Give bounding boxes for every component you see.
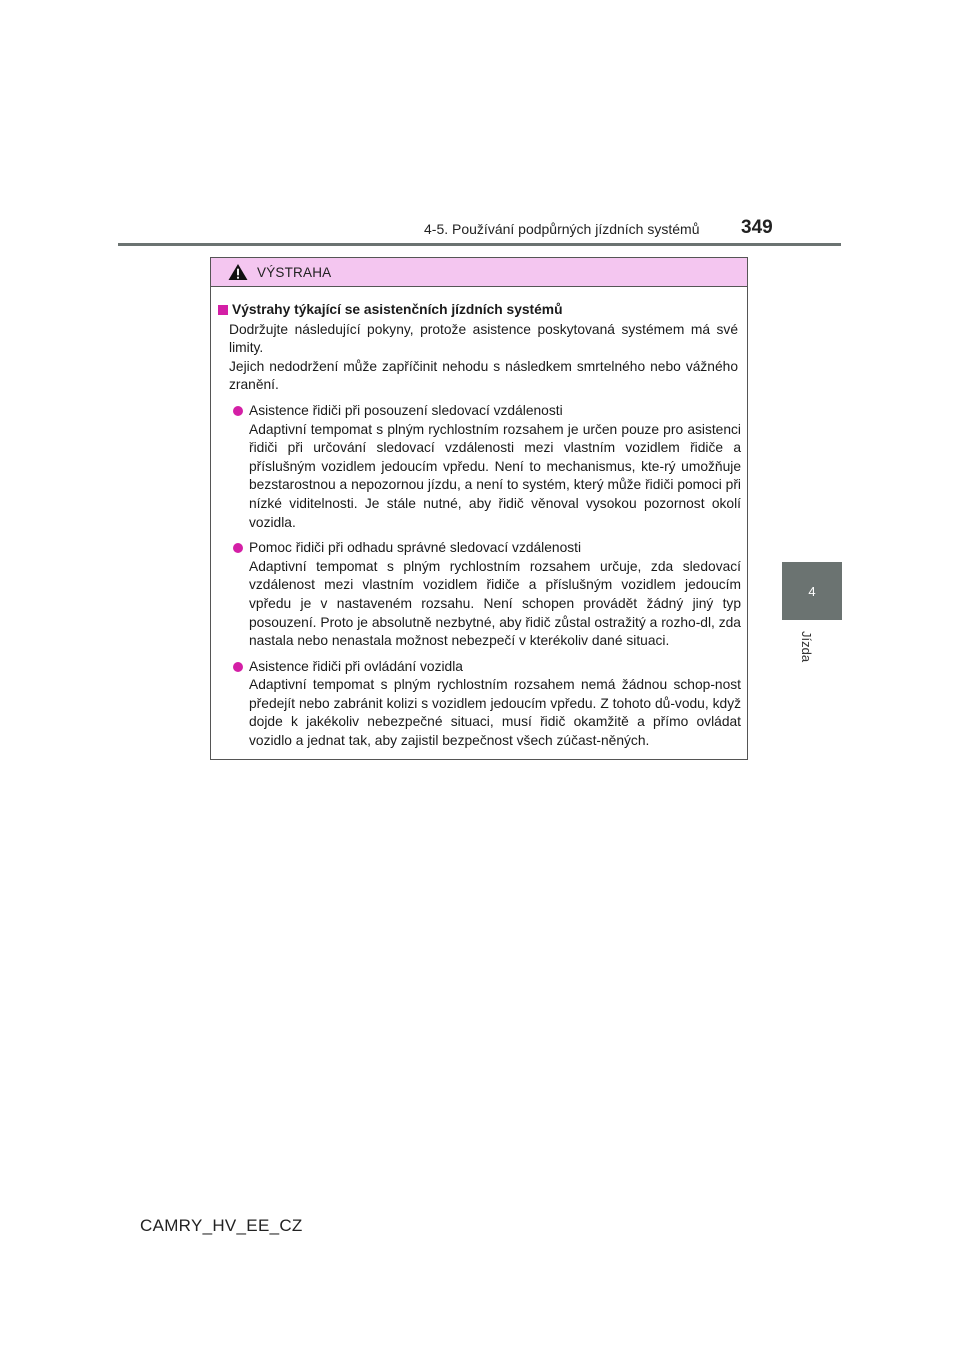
circle-bullet-icon (233, 543, 243, 553)
page-number: 349 (741, 217, 773, 238)
warning-body (211, 287, 747, 751)
intro-paragraph-2: Jejich nedodržení může zapříčinit nehodu s následkem smrtelného nebo vážného zranění. (229, 358, 738, 393)
list-item-text: Adaptivní tempomat s plným rychlostním rozsahem nemá žádnou schop-nost předejít nebo zabránit kolizi s vozidlem jedoucím vpředu. Z tohoto dů-vodu, když dojde k jakékoliv nebezpečné situaci, musí řidič okamžitě a přímo ovládat vozidlo a jednat tak, aby zajistil bezpečnost všech zúčast-něných. (249, 677, 741, 749)
section-heading-text: Výstrahy týkající se asistenčních jízdních systémů (232, 302, 563, 317)
header-divider (118, 243, 841, 246)
chapter-tab[interactable] (782, 562, 842, 620)
document-code: CAMRY_HV_EE_CZ (140, 1216, 303, 1235)
list-item-title: Asistence řidiči při ovládání vozidla (249, 658, 463, 674)
warning-label: VÝSTRAHA (257, 264, 332, 280)
chapter-number: 4 (808, 583, 816, 599)
warning-triangle-icon (227, 263, 249, 281)
circle-bullet-icon (233, 662, 243, 672)
list-item-text: Adaptivní tempomat s plným rychlostním rozsahem určuje, zda sledovací vzdálenost mezi vlastním vozidlem řidiče a příslušným vozidlem jedoucím vpředu je v nastaveném rozsahu. Není schopen provádět žádný jiný typ posouzení. Proto je absolutně nezbytné, aby řidič zůstal ostražitý a rozho-dl, zda nastala nebo nenastala možnost nebezpečí v kterékoliv dané situaci. (249, 558, 741, 649)
list-item-title: Pomoc řidiči při odhadu správné sledovací vzdálenosti (249, 540, 582, 556)
list-item (217, 658, 741, 751)
list-item (217, 539, 741, 651)
square-bullet-icon (218, 305, 228, 315)
warning-header (211, 258, 747, 287)
list-item (217, 402, 741, 532)
intro-paragraph-1: Dodržujte následující pokyny, protože asistence poskytovaná systémem má své limity. (229, 321, 738, 356)
warning-box (210, 257, 748, 760)
page-header-title: 4-5. Používání podpůrných jízdních systémů (424, 221, 700, 237)
circle-bullet-icon (233, 406, 243, 416)
list-item-title: Asistence řidiči při posouzení sledovací vzdálenosti (249, 402, 563, 418)
chapter-label: Jízda (799, 631, 814, 663)
list-item-text: Adaptivní tempomat s plným rychlostním rozsahem je určen pouze pro asistenci řidiči při určování sledovací vzdálenosti mezi vlastním vozidlem řidiče a příslušným vozidlem jedoucím vpředu. Není to mechanismus, kte-rý umožňuje bezstarostnou a nepozornou jízdu, a není to systém, který může řidiči pomoci při nízké viditelnosti. Je stále nutné, aby řidič věnoval vysokou pozornost okolí vozidla. (249, 421, 741, 530)
section-heading (217, 301, 741, 320)
